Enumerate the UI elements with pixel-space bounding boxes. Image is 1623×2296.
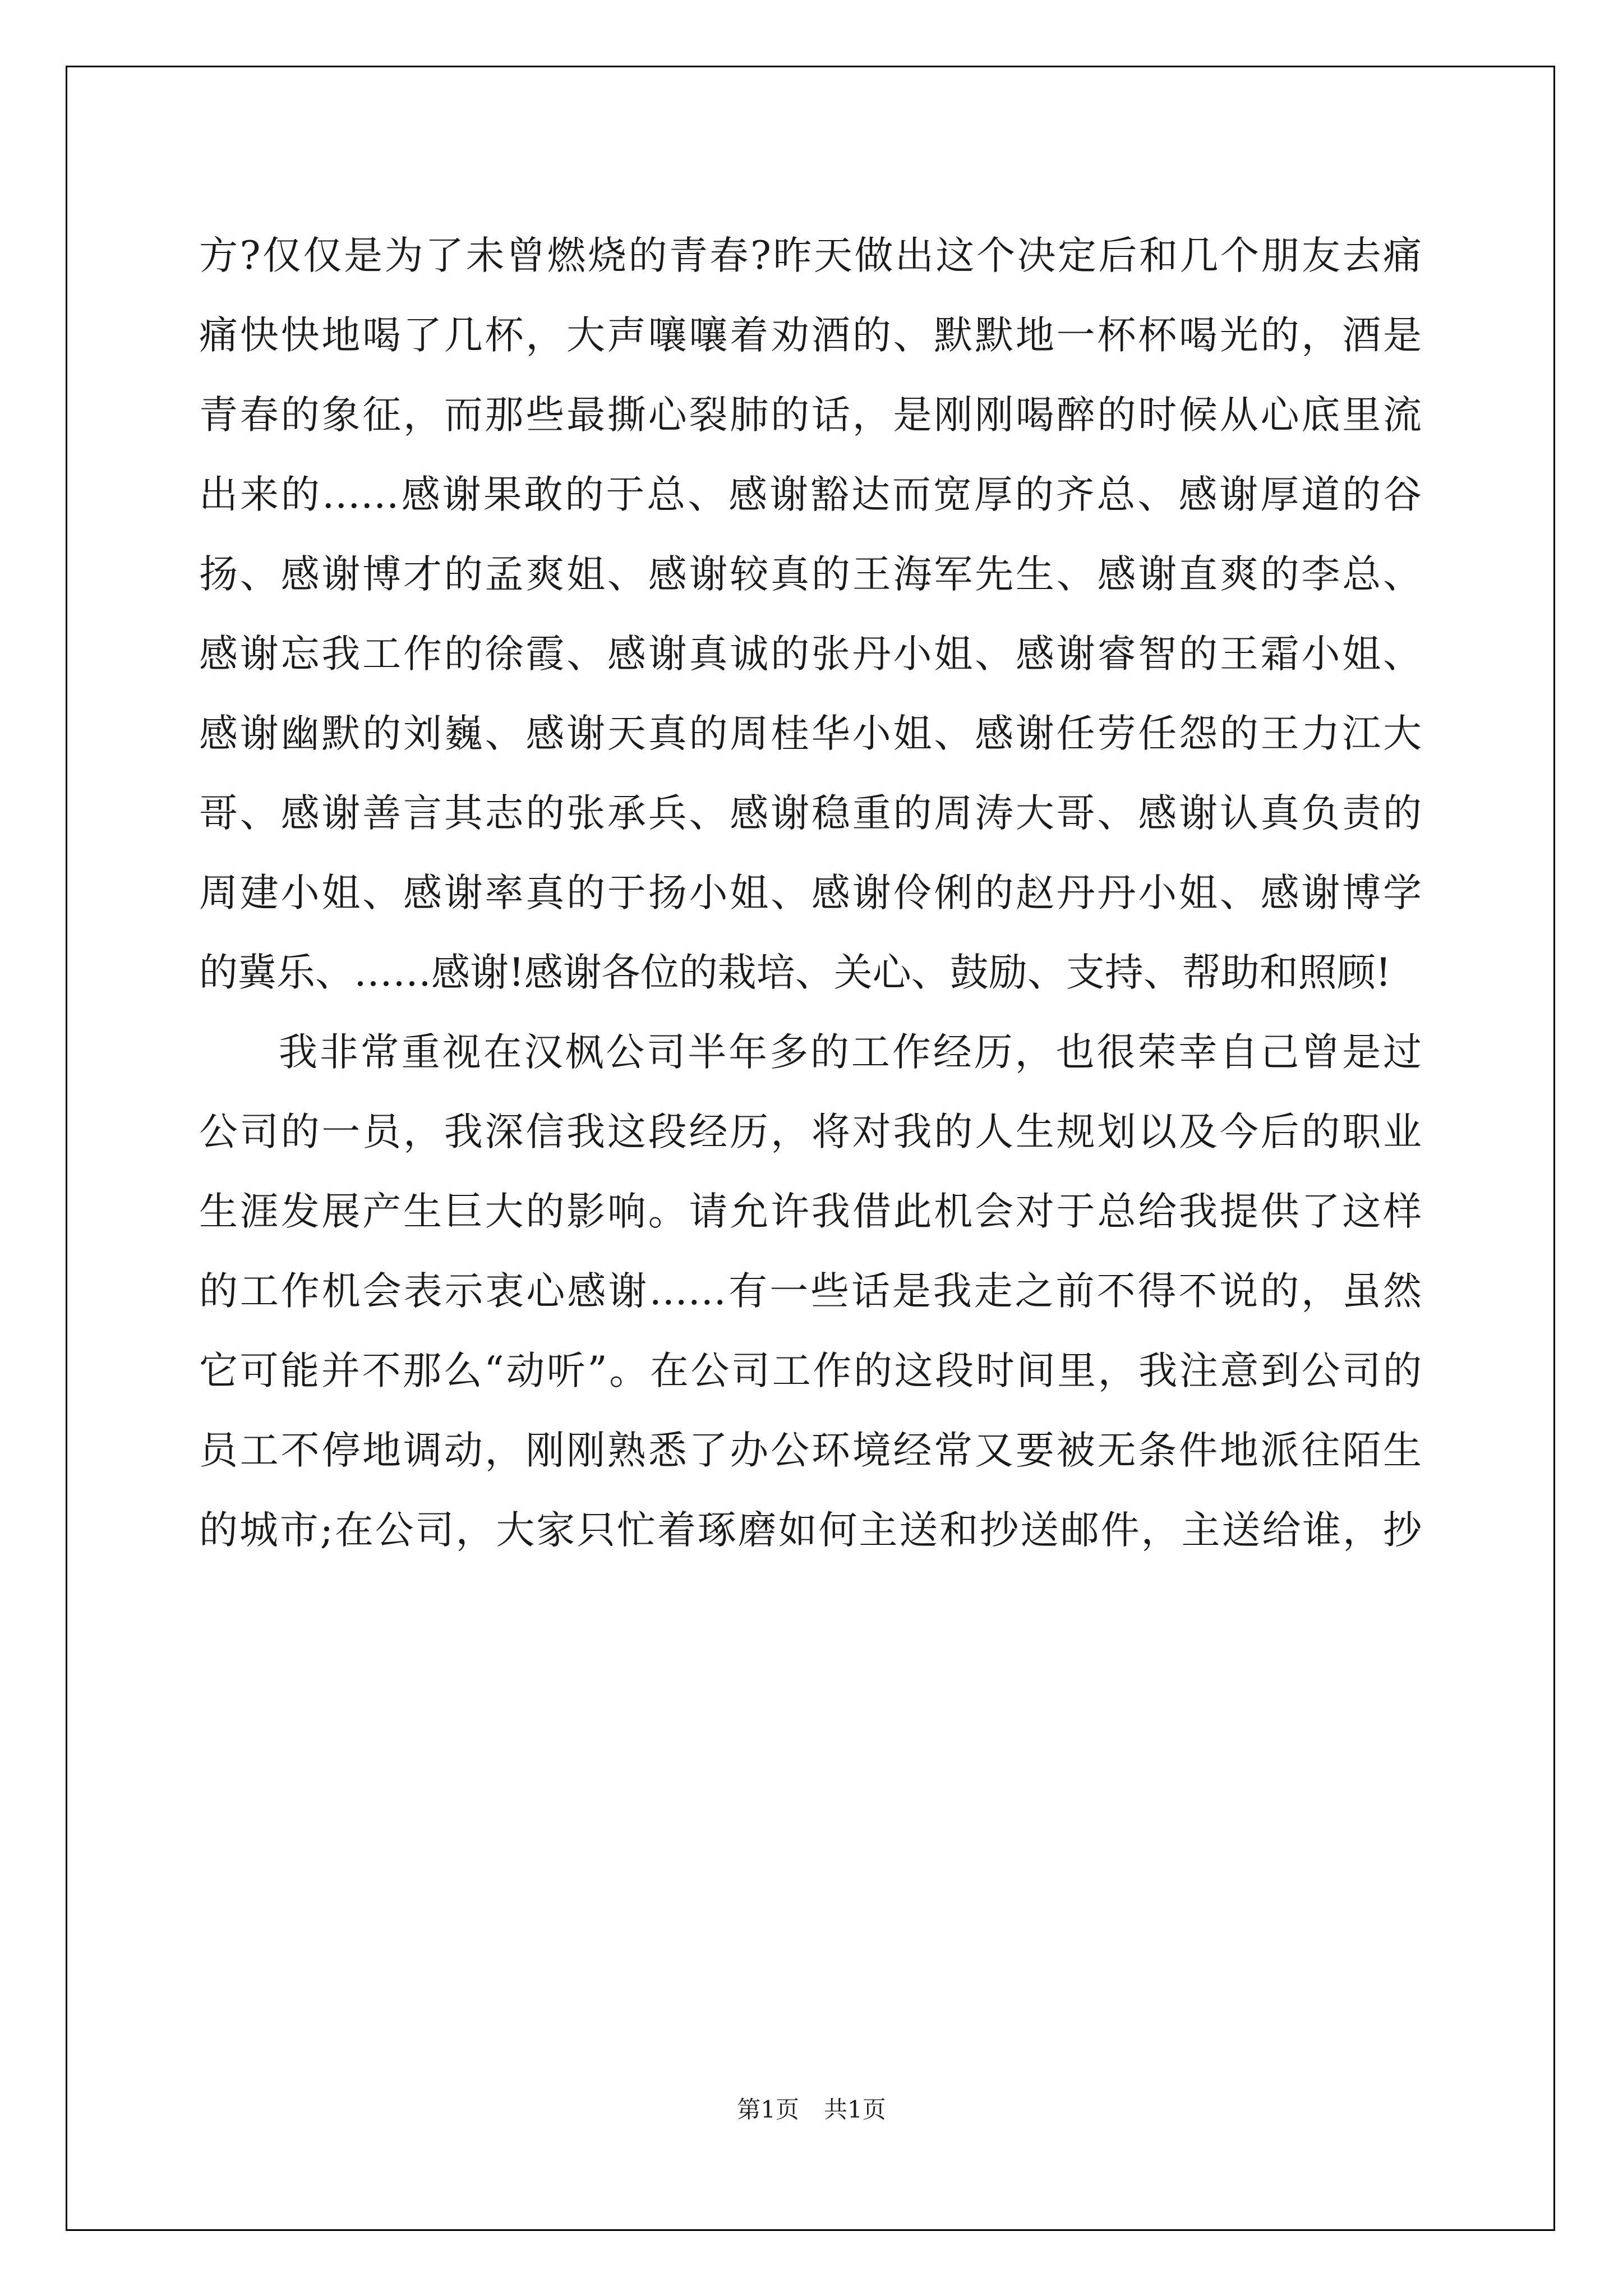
text-line: 痛快快地喝了几杯，大声嚷嚷着劝酒的、默默地一杯杯喝光的，酒是 — [199, 313, 1422, 358]
text-line-content: 我非常重视在汉枫公司半年多的工作经历，也很荣幸自己曾是过 — [276, 1030, 1422, 1075]
text-line: 扬、感谢博才的孟爽姐、感谢较真的王海军先生、感谢直爽的李总、 — [199, 552, 1422, 597]
text-line: 周建小姐、感谢率真的于扬小姐、感谢伶俐的赵丹丹小姐、感谢博学 — [199, 871, 1422, 915]
text-line: 出来的……感谢果敢的于总、感谢豁达而宽厚的齐总、感谢厚道的谷 — [199, 472, 1422, 517]
page-footer — [0, 2091, 1623, 2125]
document-body — [199, 216, 1422, 1570]
text-line: 方?仅仅是为了未曾燃烧的青春?昨天做出这个决定后和几个朋友去痛 — [199, 233, 1422, 278]
text-line: 它可能并不那么“动听”。在公司工作的这段时间里，我注意到公司的 — [199, 1349, 1422, 1393]
text-line-indented — [199, 1013, 1422, 1092]
page-number-current: 第1页 — [737, 2096, 799, 2123]
text-line: 的冀乐、……感谢!感谢各位的栽培、关心、鼓励、支持、帮助和照顾! — [199, 950, 1391, 995]
text-line: 感谢忘我工作的徐霞、感谢真诚的张丹小姐、感谢睿智的王霜小姐、 — [199, 632, 1422, 677]
text-line: 青春的象征，而那些最撕心裂肺的话，是刚刚喝醉的时候从心底里流 — [199, 393, 1422, 438]
text-line: 感谢幽默的刘巍、感谢天真的周桂华小姐、感谢任劳任怨的王力江大 — [199, 711, 1422, 756]
text-line: 生涯发展产生巨大的影响。请允许我借此机会对于总给我提供了这样 — [199, 1189, 1422, 1234]
paragraph-1 — [199, 216, 1422, 1013]
text-line: 的工作机会表示衷心感谢……有一些话是我走之前不得不说的，虽然 — [199, 1269, 1422, 1314]
text-line: 哥、感谢善言其志的张承兵、感谢稳重的周涛大哥、感谢认真负责的 — [199, 791, 1422, 836]
page-number-total: 共1页 — [824, 2096, 886, 2123]
text-line: 员工不停地调动，刚刚熟悉了办公环境经常又要被无条件地派往陌生 — [199, 1428, 1422, 1473]
text-line: 公司的一员，我深信我这段经历，将对我的人生规划以及今后的职业 — [199, 1110, 1422, 1154]
text-line: 的城市;在公司，大家只忙着琢磨如何主送和抄送邮件，主送给谁，抄 — [199, 1508, 1422, 1553]
paragraph-2 — [199, 1013, 1422, 1570]
